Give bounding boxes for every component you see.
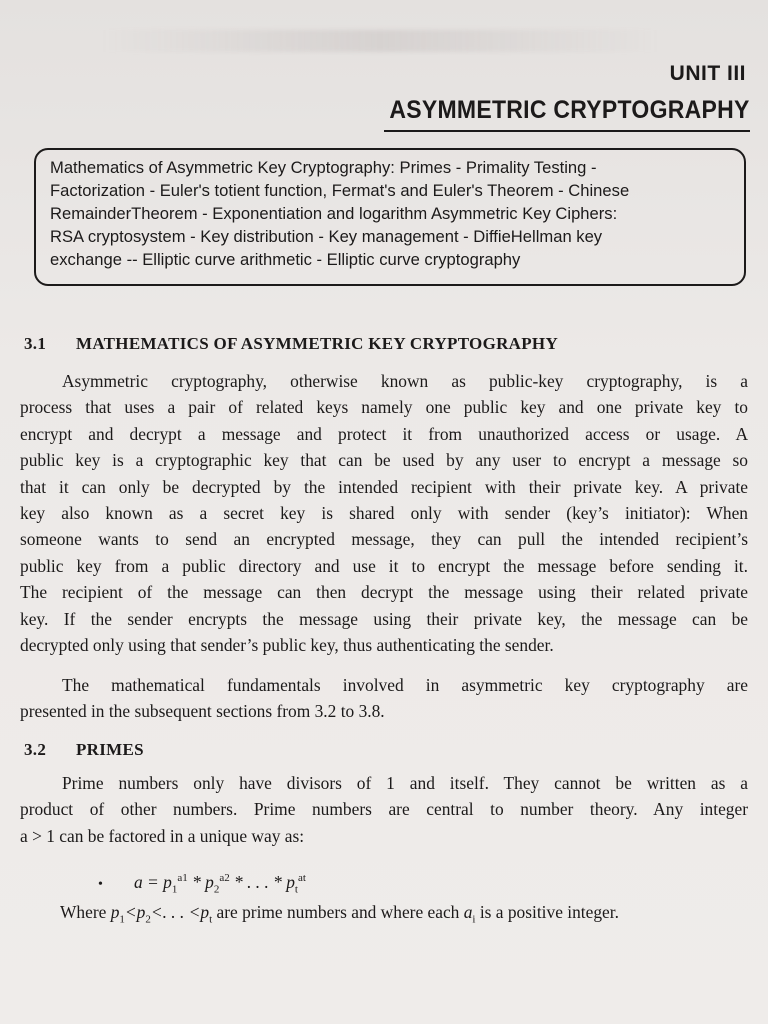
- text-line: The mathematical fundamentals involved in asymmetric key cryptography are: [62, 675, 748, 695]
- formula-subscript: 1: [171, 883, 178, 896]
- factorization-formula: [98, 872, 306, 895]
- syllabus-line: RemainderTheorem - Exponentiation and logarithm Asymmetric Key Ciphers:: [50, 204, 618, 223]
- unit-title: ASYMMETRIC CRYPTOGRAPHY: [389, 96, 750, 124]
- math-symbol: a: [463, 902, 473, 922]
- formula-operator: * . . . * p: [229, 872, 295, 892]
- text-line: key also known as a secret key is shared only with sender (key’s initiator): When: [20, 503, 748, 524]
- text-line: The recipient of the message can then decrypt the message using their related private: [20, 582, 748, 603]
- formula-exponent: at: [297, 872, 306, 885]
- math-symbol: <p: [124, 902, 146, 922]
- section-title: PRIMES: [76, 740, 144, 759]
- syllabus-line: Factorization - Euler's totient function, Fermat's and Euler's Theorem - Chinese: [50, 181, 630, 200]
- text-line: that it can only be decrypted by the intended recipient with their private key. A private: [20, 476, 748, 497]
- text-line: Asymmetric cryptography, otherwise known as public-key cryptography, is a: [62, 371, 748, 391]
- syllabus-line: Mathematics of Asymmetric Key Cryptography: Primes - Primality Testing -: [50, 158, 597, 177]
- math-symbol: <. . . <p: [150, 902, 210, 922]
- text-line: public key from a public directory and use it to encrypt the message before sending it.: [20, 555, 748, 576]
- formula-explanation: [60, 902, 750, 925]
- where-text: Where: [60, 902, 111, 922]
- text-line: someone wants to send an encrypted message, they can pull the intended recipient’s: [20, 529, 748, 550]
- formula-operator: * p: [187, 872, 214, 892]
- text-line: key. If the sender encrypts the message using their private key, the message can be: [20, 608, 748, 629]
- formula-subscript: 2: [213, 883, 220, 896]
- math-subscript: 1: [119, 913, 125, 926]
- syllabus-line: exchange -- Elliptic curve arithmetic - Elliptic curve cryptography: [50, 250, 521, 269]
- text-line: encrypt and decrypt a message and protect it from unauthorized access or usage. A: [20, 423, 748, 444]
- section-heading-3-1: [24, 334, 558, 354]
- show-through-shadow: [100, 30, 660, 52]
- bullet-icon: •: [98, 877, 103, 892]
- text-line: public key is a cryptographic key that can be used by any user to encrypt a message so: [20, 450, 748, 471]
- formula-lhs: a = p: [134, 872, 172, 892]
- unit-label: UNIT III: [669, 62, 746, 85]
- title-underline: [384, 130, 750, 132]
- formula-subscript: t: [294, 883, 298, 896]
- math-subscript: 2: [145, 913, 151, 926]
- section-number: 3.1: [24, 334, 47, 353]
- math-symbol: p: [110, 902, 120, 922]
- math-subscript: i: [472, 913, 476, 926]
- formula-exponent: a1: [177, 872, 188, 885]
- text-line: presented in the subsequent sections from 3.2 to 3.8.: [20, 701, 385, 722]
- math-subscript: t: [209, 913, 213, 926]
- paragraph-3-2-primes: [20, 770, 748, 849]
- text-line: Prime numbers only have divisors of 1 and itself. They cannot be written as a: [62, 773, 748, 793]
- text-line: product of other numbers. Prime numbers are central to number theory. Any integer: [20, 799, 748, 820]
- section-heading-3-2: [24, 740, 144, 760]
- formula-exponent: a2: [219, 872, 230, 885]
- paragraph-3-1-intro: [20, 368, 748, 658]
- syllabus-line: RSA cryptosystem - Key distribution - Key management - DiffieHellman key: [50, 227, 603, 246]
- section-number: 3.2: [24, 740, 47, 759]
- syllabus-box: [34, 148, 746, 286]
- text-line: decrypted only using that sender’s public key, thus authenticating the sender.: [20, 635, 554, 656]
- text-line: a > 1 can be factored in a unique way as:: [20, 825, 305, 846]
- section-title: MATHEMATICS OF ASYMMETRIC KEY CRYPTOGRAPHY: [76, 334, 559, 353]
- paragraph-3-1-fundamentals: [20, 672, 748, 725]
- where-text: is a positive integer.: [475, 902, 619, 922]
- where-text: are prime numbers and where each: [212, 902, 464, 922]
- text-line: process that uses a pair of related keys namely one public key and one private key to: [20, 397, 748, 418]
